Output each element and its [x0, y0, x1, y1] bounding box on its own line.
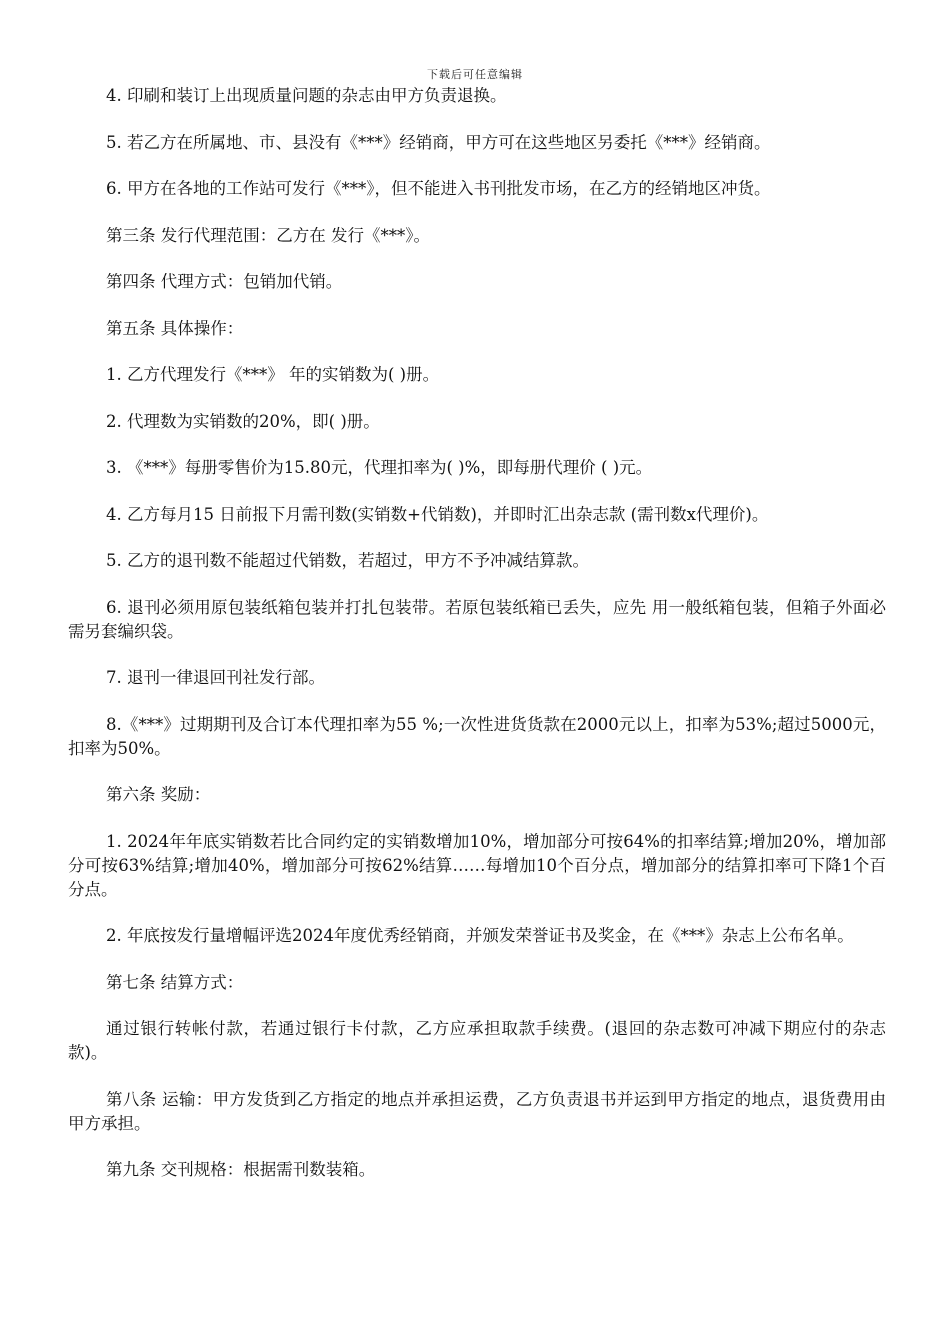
article-4-method: 第四条 代理方式：包销加代销。: [106, 272, 343, 291]
operation-item-2: 2. 代理数为实销数的20%，即( )册。: [106, 411, 380, 431]
article-6-heading: 第六条 奖励：: [106, 785, 211, 804]
document-body: [68, 84, 886, 1205]
operation-item-4: 4. 乙方每月15 日前报下月需刊数(实销数+代销数)，并即时汇出杂志款 (需刊数x代理价)。: [106, 504, 769, 524]
clause-item-4-quality-returns: 4. 印刷和装订上出现质量问题的杂志由甲方负责退换。: [106, 86, 507, 105]
operation-item-3: 3. 《***》每册零售价为15.80元，代理扣率为( )%，即每册代理价 ( )元。: [106, 458, 653, 477]
operation-item-6: 6. 退刊必须用原包装纸箱包装并打扎包装带。若原包装纸箱已丢失，应先 用一般纸箱包装，但箱子外面必需另套编织袋。: [68, 597, 886, 641]
clause-item-6-workstations: 6. 甲方在各地的工作站可发行《***》，但不能进入书刊批发市场，在乙方的经销地区冲货。: [106, 179, 771, 198]
clause-item-5-other-distributors: 5. 若乙方在所属地、市、县没有《***》经销商，甲方可在这些地区另委托《***》经销商。: [106, 132, 771, 152]
article-8-transport: 第八条 运输：甲方发货到乙方指定的地点并承担运费，乙方负责退书并运到甲方指定的地点，退货费用由甲方承担。: [68, 1089, 886, 1133]
article-9-specs: 第九条 交刊规格：根据需刊数装箱。: [106, 1160, 376, 1179]
settlement-text: 通过银行转帐付款，若通过银行卡付款，乙方应承担取款手续费。(退回的杂志数可冲减下期应付的杂志款)。: [68, 1019, 886, 1062]
operation-item-8: 8.《***》过期期刊及合订本代理扣率为55 %;一次性进货货款在2000元以上，扣率为53%;超过5000元，扣率为50%。: [68, 714, 886, 758]
operation-item-1: 1. 乙方代理发行《***》 年的实销数为( )册。: [106, 365, 440, 384]
article-5-heading: 第五条 具体操作：: [106, 318, 244, 338]
reward-item-1: 1. 2024年年底实销数若比合同约定的实销数增加10%，增加部分可按64%的扣率结算;增加20%，增加部分可按63%结算;增加40%，增加部分可按62%结算……每增加10个百分点，增加部分的结算扣率可下降1个百分点。: [68, 831, 886, 899]
reward-item-2: 2. 年底按发行量增幅评选2024年度优秀经销商，并颁发荣誉证书及奖金，在《***》杂志上公布名单。: [106, 926, 854, 945]
operation-item-7: 7. 退刊一律退回刊社发行部。: [106, 668, 325, 687]
article-7-heading: 第七条 结算方式：: [106, 972, 244, 992]
operation-item-5: 5. 乙方的退刊数不能超过代销数，若超过，甲方不予冲减结算款。: [106, 551, 589, 570]
page-header-note: 下载后可任意编辑: [427, 68, 523, 81]
article-3-scope: 第三条 发行代理范围：乙方在 发行《***》。: [106, 225, 430, 245]
